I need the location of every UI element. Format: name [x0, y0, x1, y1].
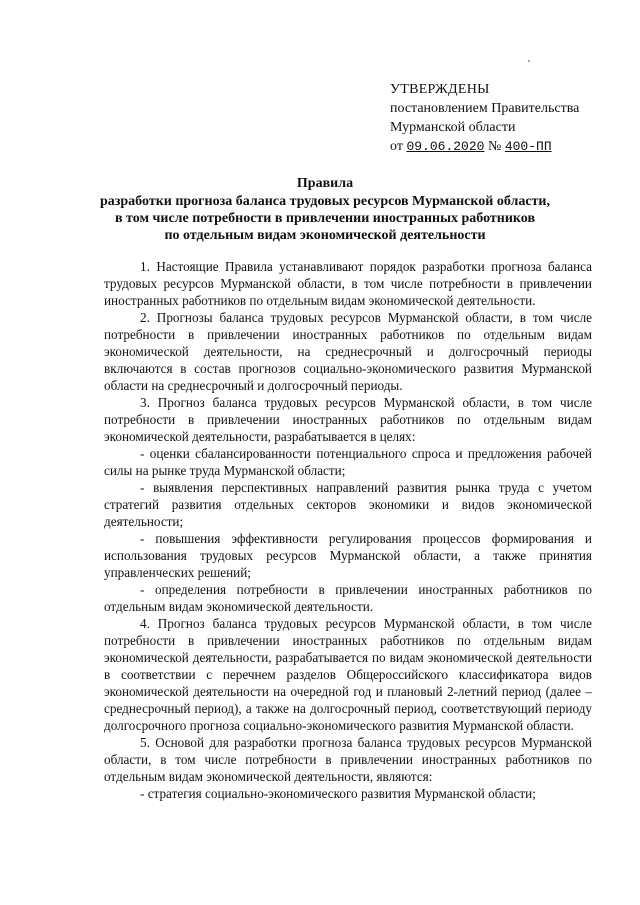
paragraph-1: 1. Настоящие Правила устанавливают порядок разработки прогноза баланса трудовых ресурсов Мурманской области, в том числе потребности в привлечении иностранных работников по отдельным видам экономической деятельности. — [104, 259, 592, 308]
number-value: 400-ПП — [504, 139, 552, 154]
number-sign: № — [487, 139, 502, 154]
approval-region: Мурманской области — [390, 120, 516, 135]
list-item-goal-3: - повышения эффективности регулирования процессов формирования и использования трудовых ресурсов Мурманской области, а также принятия управленческих решений; — [104, 531, 592, 580]
scan-speck — [528, 60, 530, 62]
title-heading: Правила — [296, 176, 354, 191]
date-value: 09.06.2020 — [406, 139, 485, 154]
list-item-goal-2: - выявления перспективных направлений развития рынка труда с учетом стратегий развития отдельных секторов экономики и видов экономической деятельности; — [104, 480, 592, 529]
paragraph-3: 3. Прогноз баланса трудовых ресурсов Мурманской области, в том числе потребности в привлечении иностранных работников по отдельным видам экономической деятельности, разрабатывается в целях: — [104, 395, 592, 444]
date-prefix: от — [390, 139, 403, 154]
approval-block — [390, 80, 630, 156]
document-title — [96, 175, 554, 244]
paragraph-4: 4. Прогноз баланса трудовых ресурсов Мурманской области, в том числе потребности в привлечении иностранных работников по отдельным видам экономической деятельности, разрабатывается по видам экономической деятельности в соответствии с перечнем разделов Общероссийского классификатора видов экономической деятельности на очередной год и плановый 2-летний период (далее – среднесрочный период), а также на долгосрочный период, соответствующий периоду долгосрочного прогноза социально-экономического развития Мурманской области. — [104, 616, 592, 733]
title-line-3: по отдельным видам экономической деятельности — [164, 228, 486, 243]
title-line-2: в том числе потребности в привлечении иностранных работников — [114, 211, 536, 226]
document-body — [104, 258, 592, 802]
title-line-1: разработки прогноза баланса трудовых ресурсов Мурманской области, — [99, 194, 550, 209]
approval-issuer: постановлением Правительства — [390, 101, 580, 116]
list-item-basis-1: - стратегия социально-экономического развития Мурманской области; — [140, 786, 536, 801]
list-item-goal-1: - оценки сбалансированности потенциального спроса и предложения рабочей силы на рынке труда Мурманской области; — [104, 446, 592, 478]
approval-date-line — [390, 137, 630, 156]
paragraph-2: 2. Прогнозы баланса трудовых ресурсов Мурманской области, в том числе потребности в привлечении иностранных работников по отдельным видам экономической деятельности, на среднесрочный и долгосрочный периоды включаются в состав прогнозов социально-экономического развития Мурманской области на среднесрочный и долгосрочный периоды. — [104, 310, 592, 393]
approval-heading: УТВЕРЖДЕНЫ — [390, 82, 490, 97]
list-item-goal-4: - определения потребности в привлечении иностранных работников по отдельным видам экономической деятельности. — [104, 582, 592, 614]
paragraph-5: 5. Основой для разработки прогноза баланса трудовых ресурсов Мурманской области, в том числе потребности в привлечении иностранных работников по отдельным видам экономической деятельности, являются: — [104, 735, 592, 784]
